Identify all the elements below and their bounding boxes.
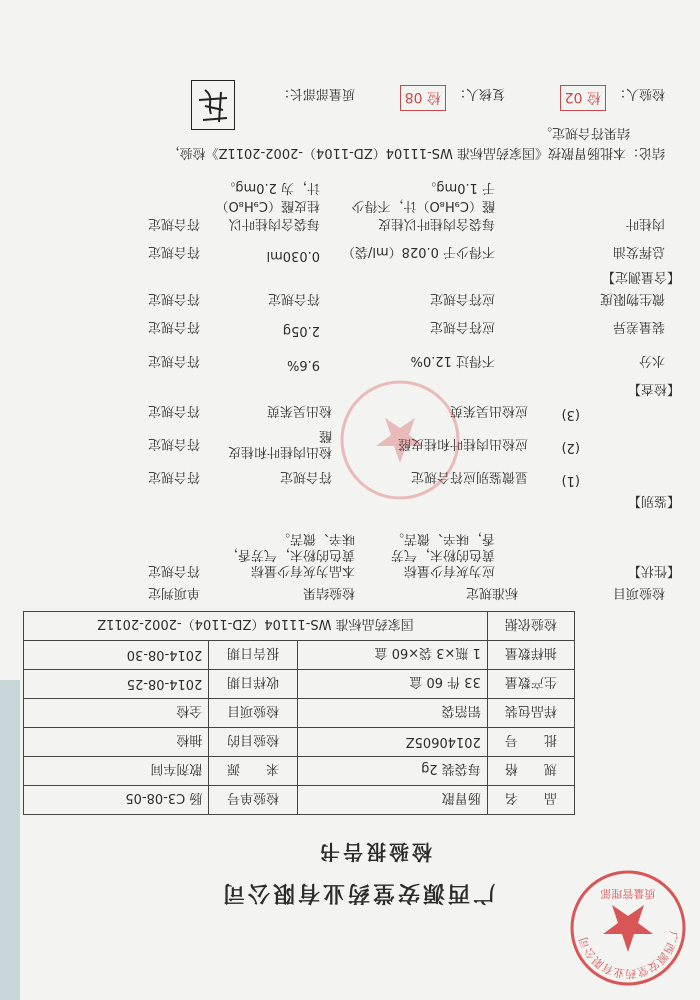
info-label: 品 名 — [487, 786, 574, 815]
section-jiancha: 【检查】 — [627, 381, 680, 396]
jiancha-1-item: 水分 — [638, 353, 665, 368]
info-value: 铝箔袋 — [297, 699, 487, 728]
jiancha-3-conclusion: 符合规定 — [147, 291, 200, 306]
info-value: 抽检 — [24, 728, 209, 757]
qa-manager-label: 质量部部长： — [276, 86, 355, 101]
info-label: 检验目的 — [209, 728, 298, 757]
section-hanliang: 【含量测定】 — [601, 269, 680, 284]
info-value: 33 件 60 盒 — [297, 670, 487, 699]
hanliang-1-conclusion: 符合规定 — [147, 244, 200, 259]
jianbie-3-no: (3) — [561, 407, 580, 422]
col-header-item: 检验项目 — [612, 585, 665, 600]
jiancha-3-result: 符合规定 — [267, 291, 320, 306]
jiancha-1-standard: 不得过 12.0% — [410, 353, 495, 368]
hanliang-1-result: 0.030ml — [266, 248, 320, 263]
jianbie-2-standard: 应检出肉桂叶和桂皮醛 — [397, 436, 528, 451]
info-value: 2014-08-25 — [24, 670, 209, 699]
jiancha-2-standard: 应符合规定 — [429, 319, 495, 334]
info-value: 20140605Z — [297, 728, 487, 757]
info-table-row — [24, 757, 575, 786]
xingzhuang-standard-1: 应为灰有少量棕 — [403, 563, 495, 578]
info-label: 检验单号 — [209, 786, 298, 815]
info-label: 样品包装 — [487, 699, 574, 728]
col-header-standard: 标准规定 — [465, 585, 518, 600]
hanliang-2-item: 肉桂叶 — [625, 216, 665, 231]
report-title: 检验报告书 — [317, 840, 432, 864]
jianbie-3-conclusion: 符合规定 — [147, 403, 200, 418]
jianbie-2-no: (2) — [561, 440, 580, 455]
info-table-row — [24, 670, 575, 699]
jiancha-1-conclusion: 符合规定 — [147, 353, 200, 368]
seal-arc-text: 广西源安堂药业有限公司 — [576, 930, 681, 981]
info-value: 散剂车间 — [24, 757, 209, 786]
seal-bottom-text: 质量管理部 — [600, 887, 656, 900]
company-seal-icon — [565, 865, 690, 990]
jiancha-3-item: 微生物限度 — [599, 291, 665, 306]
section-xingzhuang: 【性状】 — [627, 563, 680, 578]
jiancha-2-conclusion: 符合规定 — [147, 319, 200, 334]
hanliang-2-standard-3: 于 1.0mg。 — [423, 180, 495, 195]
info-table-row — [24, 699, 575, 728]
xingzhuang-result-3: 味辛、微苦。 — [276, 531, 355, 546]
hanliang-2-standard-2: 醛（C₉H₈O）计，不得少 — [351, 198, 495, 213]
reviewer-label: 复核人： — [452, 86, 505, 101]
xingzhuang-result-1: 本品为灰有少量棕 — [250, 563, 355, 578]
jianbie-2-conclusion: 符合规定 — [147, 436, 200, 451]
xingzhuang-standard-2: 黄色的粉末，气芳 — [390, 547, 495, 562]
info-table-row — [24, 612, 575, 641]
edge-strip — [0, 680, 20, 1000]
info-value: 肠胃散 — [297, 786, 487, 815]
company-name: 广西源安堂药业有限公司 — [219, 880, 495, 905]
jianbie-1-standard: 显微鉴别应符合规定 — [410, 469, 528, 484]
info-table-row — [24, 728, 575, 757]
jianbie-2-result-2: 醛 — [318, 428, 332, 443]
hanliang-2-conclusion: 符合规定 — [147, 216, 200, 231]
conclusion-line-1: 结论：本批肠胃散按《国家药品标准 WS-11104（ZD-1104）-2002-2011Z》检验， — [166, 145, 665, 160]
info-value: 每袋装 2g — [297, 757, 487, 786]
xingzhuang-standard-3: 香，味辛、微苦。 — [390, 531, 495, 546]
basis-label: 检验依据 — [487, 612, 574, 641]
info-table — [23, 611, 575, 815]
info-value: 2014-08-30 — [24, 641, 209, 670]
inspector-stamp: 检 02 — [560, 85, 606, 111]
jianbie-3-standard: 应检出吴茱萸 — [449, 403, 528, 418]
info-table-row — [24, 786, 575, 815]
jiancha-2-item: 装量差异 — [612, 319, 665, 334]
jianbie-1-no: (1) — [561, 473, 580, 488]
col-header-conclusion: 单项判定 — [147, 585, 200, 600]
xingzhuang-result-2: 黄色的粉末，气芳香， — [224, 547, 355, 562]
jianbie-2-result-1: 检出肉桂叶和桂皮 — [227, 444, 332, 459]
info-value: 1 瓶×3 袋×60 盒 — [297, 641, 487, 670]
info-table-row — [24, 641, 575, 670]
jianbie-1-result: 符合规定 — [279, 469, 332, 484]
jianbie-3-result: 检出吴茱萸 — [266, 403, 332, 418]
handwritten-signature-icon — [193, 84, 233, 128]
faded-seal-icon — [335, 375, 465, 505]
hanliang-2-result-3: 计，为 2.0mg。 — [222, 180, 320, 195]
info-label: 报告日期 — [209, 641, 298, 670]
hanliang-1-item: 总挥发油 — [612, 244, 665, 259]
reviewer-stamp: 检 08 — [400, 85, 446, 111]
section-jianbie: 【鉴别】 — [627, 493, 680, 508]
jiancha-2-result: 2.05g — [282, 323, 320, 338]
conclusion-line-2: 结果符合规定。 — [538, 125, 630, 140]
inspector-label: 检验人： — [612, 86, 665, 101]
hanliang-2-standard-1: 每袋含肉桂叶以桂皮 — [377, 216, 495, 231]
col-header-result: 检验结果 — [302, 585, 355, 600]
info-label: 收样日期 — [209, 670, 298, 699]
jiancha-1-result: 9.6% — [286, 357, 320, 372]
jianbie-1-conclusion: 符合规定 — [147, 469, 200, 484]
basis-value: 国家药品标准 WS-11104（ZD-1104）-2002-2011Z — [24, 612, 488, 641]
info-value: 全检 — [24, 699, 209, 728]
info-label: 抽样数量 — [487, 641, 574, 670]
info-value: 肠 C3-08-05 — [24, 786, 209, 815]
hanliang-1-standard: 不得少于 0.028（ml/袋） — [341, 244, 495, 259]
info-label: 批 号 — [487, 728, 574, 757]
xingzhuang-conclusion: 符合规定 — [147, 563, 200, 578]
info-label: 生产数量 — [487, 670, 574, 699]
hanliang-2-result-1: 每袋含肉桂叶以 — [228, 216, 320, 231]
info-label: 来 源 — [209, 757, 298, 786]
info-label: 检验项目 — [209, 699, 298, 728]
hanliang-2-result-2: 桂皮醛（C₉H₈O） — [215, 198, 320, 213]
info-label: 规 格 — [487, 757, 574, 786]
jiancha-3-standard: 应符合规定 — [429, 291, 495, 306]
